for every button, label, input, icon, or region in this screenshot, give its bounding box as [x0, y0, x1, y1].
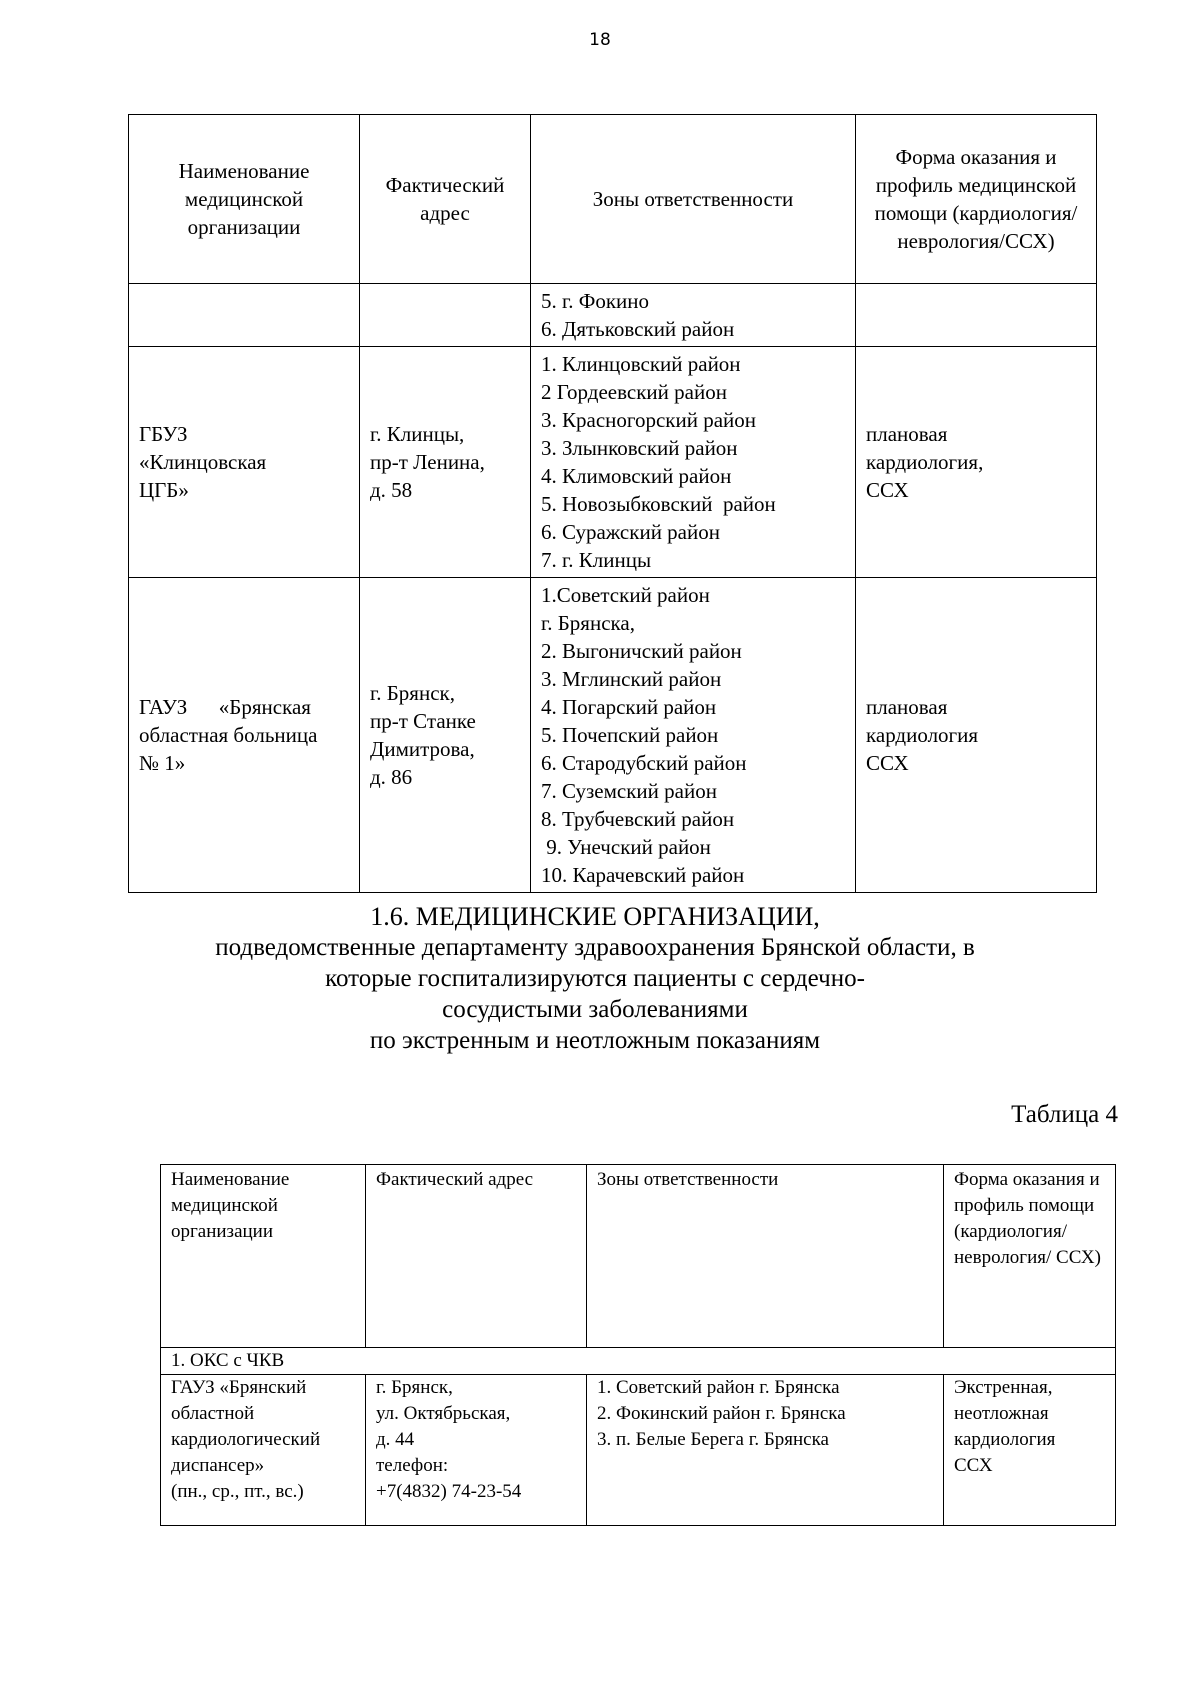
zone-item: 7. Суземский район: [541, 779, 717, 803]
name-line: ЦГБ»: [139, 478, 189, 502]
name-line: ГАУЗ «Брянская: [139, 695, 311, 719]
address-line: г. Брянск,: [370, 681, 455, 705]
cell-form: [944, 1375, 1116, 1526]
zone-item: 4. Климовский район: [541, 464, 732, 488]
address-line: г. Брянск,: [376, 1377, 453, 1398]
zone-item: 3. п. Белые Берега г. Брянска: [597, 1429, 829, 1450]
form-line: кардиология: [954, 1429, 1056, 1450]
zone-item: 5. Почепский район: [541, 723, 719, 747]
form-line: Экстренная,: [954, 1377, 1053, 1398]
cell-zones: [531, 347, 856, 578]
name-line: областная больница: [139, 723, 318, 747]
address-line: ул. Октябрьская,: [376, 1403, 511, 1424]
header-zones: Зоны ответственности: [587, 1165, 944, 1348]
zone-item: 2. Фокинский район г. Брянска: [597, 1403, 846, 1424]
name-line: ГБУЗ: [139, 422, 188, 446]
cell-form: [856, 347, 1097, 578]
zone-item: 1. Клинцовский район: [541, 352, 741, 376]
name-line: (пн., ср., пт., вс.): [171, 1481, 304, 1502]
form-line: ССХ: [866, 478, 909, 502]
address-line: г. Клинцы,: [370, 422, 465, 446]
heading-line: сосудистыми заболеваниями: [442, 996, 748, 1023]
heading-line: по экстренным и неотложным показаниям: [369, 1027, 821, 1054]
table-row: [129, 347, 1097, 578]
address-line: +7(4832) 74-23-54: [376, 1481, 522, 1502]
form-line: плановая: [866, 422, 948, 446]
zone-item: 9. Унечский район: [541, 835, 711, 859]
form-line: ССХ: [954, 1455, 993, 1476]
cell-name: [161, 1375, 366, 1526]
name-line: кардиологический: [171, 1429, 321, 1450]
form-line: неотложная: [954, 1403, 1049, 1424]
header-zones: Зоны ответственности: [531, 115, 856, 284]
zone-item: 6. Стародубский район: [541, 751, 747, 775]
zone-item: 3. Мглинский район: [541, 667, 722, 691]
header-address: Фактический адрес: [366, 1165, 587, 1348]
cell-zones: [531, 284, 856, 347]
cell-name: [129, 578, 360, 893]
zone-item: г. Брянска,: [541, 611, 635, 635]
address-line: д. 58: [370, 478, 413, 502]
heading-title: 1.6. МЕДИЦИНСКИЕ ОРГАНИЗАЦИИ,: [370, 902, 820, 931]
table-row: [129, 284, 1097, 347]
table-header-row: [161, 1165, 1116, 1348]
cell-form: [856, 284, 1097, 347]
header-org-name: Наименование медицинской организации: [129, 115, 360, 284]
cell-form: [856, 578, 1097, 893]
zone-item: 6. Дятьковский район: [541, 317, 735, 341]
zone-item: 10. Карачевский район: [541, 863, 745, 887]
zone-item: 4. Погарский район: [541, 695, 717, 719]
cell-zones: [531, 578, 856, 893]
heading-line: которые госпитализируются пациенты с сердечно-: [325, 965, 865, 992]
table-label: Таблица 4: [1011, 1101, 1118, 1128]
zone-item: 2. Выгоничский район: [541, 639, 742, 663]
form-line: ССХ: [866, 751, 909, 775]
address-line: телефон:: [376, 1455, 449, 1476]
cell-address: [366, 1375, 587, 1526]
header-care-form: Форма оказания и профиль помощи (кардиология/ неврология/ ССХ): [944, 1165, 1116, 1348]
cell-name: [129, 347, 360, 578]
zone-item: 3. Красногорский район: [541, 408, 757, 432]
cell-address: [360, 284, 531, 347]
zone-item: 1. Советский район г. Брянска: [597, 1377, 840, 1398]
address-line: Димитрова,: [370, 737, 475, 761]
table-header-row: [129, 115, 1097, 284]
address-line: пр-т Ленина,: [370, 450, 485, 474]
name-line: ГАУЗ «Брянский: [171, 1377, 307, 1398]
name-line: диспансер»: [171, 1455, 265, 1476]
name-line: № 1»: [139, 751, 186, 775]
heading-line: подведомственные департаменту здравоохранения Брянской области, в: [215, 934, 975, 961]
header-care-form: Форма оказания и профиль медицинской помощи (кардиология/ неврология/ССХ): [856, 115, 1097, 284]
zone-item: 5. Новозыбковский район: [541, 492, 776, 516]
zone-item: 5. г. Фокино: [541, 289, 650, 313]
cell-zones: [587, 1375, 944, 1526]
form-line: плановая: [866, 695, 948, 719]
cell-name: [129, 284, 360, 347]
zone-item: 7. г. Клинцы: [541, 548, 652, 572]
page-number: 18: [589, 30, 611, 50]
form-line: кардиология: [866, 723, 979, 747]
zone-item: 3. Злынковский район: [541, 436, 738, 460]
header-address: Фактический адрес: [360, 115, 531, 284]
responsibility-table-continued: [128, 114, 1097, 893]
section-heading: [180, 901, 1010, 1056]
zone-item: 2 Гордеевский район: [541, 380, 727, 404]
zone-item: 6. Суражский район: [541, 520, 720, 544]
address-line: пр-т Станке: [370, 709, 476, 733]
section-row: [161, 1348, 1116, 1375]
name-line: областной: [171, 1403, 255, 1424]
zone-item: 8. Трубчевский район: [541, 807, 735, 831]
form-line: кардиология,: [866, 450, 984, 474]
address-line: д. 86: [370, 765, 413, 789]
cell-address: [360, 578, 531, 893]
emergency-table: [160, 1164, 1116, 1526]
name-line: «Клинцовская: [139, 450, 267, 474]
header-org-name: Наименование медицинской организации: [161, 1165, 366, 1348]
section-label: 1. ОКС с ЧКВ: [161, 1348, 1116, 1375]
address-line: д. 44: [376, 1429, 415, 1450]
zone-item: 1.Советский район: [541, 583, 710, 607]
cell-address: [360, 347, 531, 578]
table-row: [129, 578, 1097, 893]
table-row: [161, 1375, 1116, 1526]
